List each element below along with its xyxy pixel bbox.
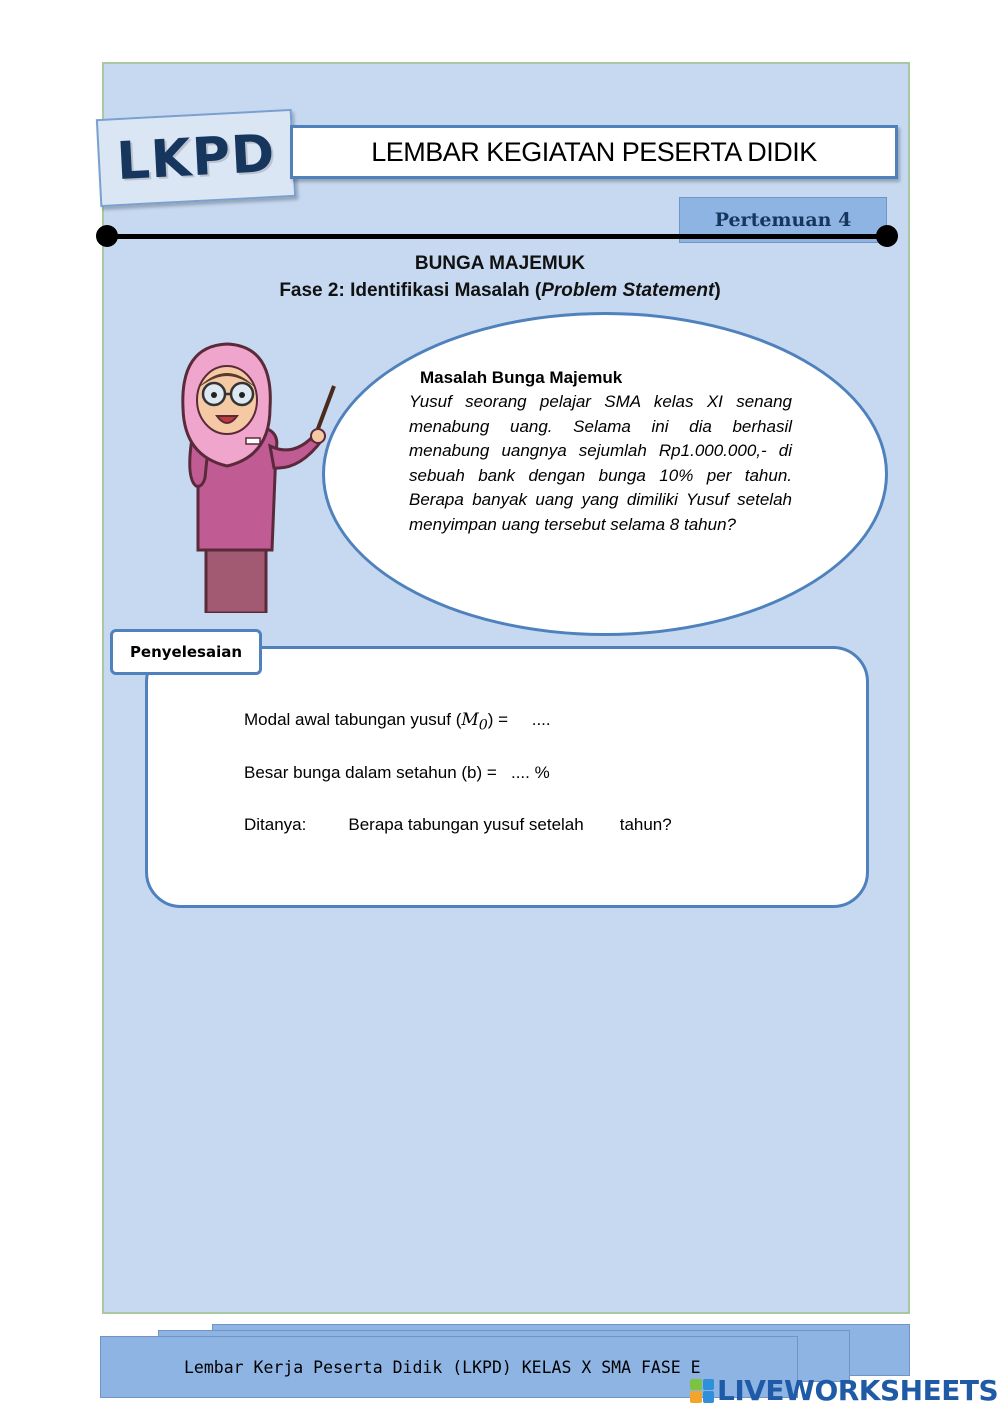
phase-heading [0,280,1000,302]
problem-title: Masalah Bunga Majemuk [420,368,623,387]
meeting-badge: Pertemuan 4 [679,197,887,243]
capital-symbol: M [461,710,479,730]
topic-title: BUNGA MAJEMUK [414,253,586,274]
teacher-hand [311,429,325,443]
page-title: LEMBAR KEGIATAN PESERTA DIDIK [290,125,898,179]
question-text: Berapa tabungan yusuf setelah [348,815,584,834]
problem-text: Yusuf seorang pelajar SMA kelas XI senang menabung uang. Selama ini dia berhasil menabung uangnya sejumlah Rp1.000.000,- di sebuah bank dengan bunga 10% per tahun. Berapa banyak uang yang dimiliki Yusuf setelah menyimpan uang tersebut selama 8 tahun? [409,392,792,534]
solution-label: Penyelesaian [110,629,262,675]
teacher-skirt [206,543,266,613]
lkpd-logo-text: LKPD [115,123,277,193]
header-divider [107,234,887,239]
teacher-name-tag [246,438,260,444]
interest-rate-line: Besar bunga dalam setahun (b) = .... % [244,763,550,782]
phase-suffix: ) [714,280,721,301]
initial-capital-prefix: Modal awal tabungan yusuf ( [244,710,462,729]
phase-italic: Problem Statement [541,280,715,301]
divider-right-dot [876,225,898,247]
question-label: Ditanya: [244,815,307,834]
question-years: tahun? [619,815,672,834]
initial-capital-blank: ) = .... [487,710,551,729]
liveworksheets-logo-icon [690,1379,714,1403]
divider-left-dot [96,225,118,247]
capital-subscript: 0 [478,717,488,734]
lkpd-logo [96,109,296,207]
phase-prefix: Fase 2: Identifikasi Masalah ( [279,280,542,301]
liveworksheets-brand: LIVEWORKSHEETS [717,1374,999,1407]
initial-capital-line [244,710,551,733]
question-line [244,815,672,835]
footer-text: Lembar Kerja Peserta Didik (LKPD) KELAS X SMA FASE E [184,1357,701,1377]
teacher-illustration [170,338,340,613]
liveworksheets-logo[interactable] [690,1374,998,1407]
